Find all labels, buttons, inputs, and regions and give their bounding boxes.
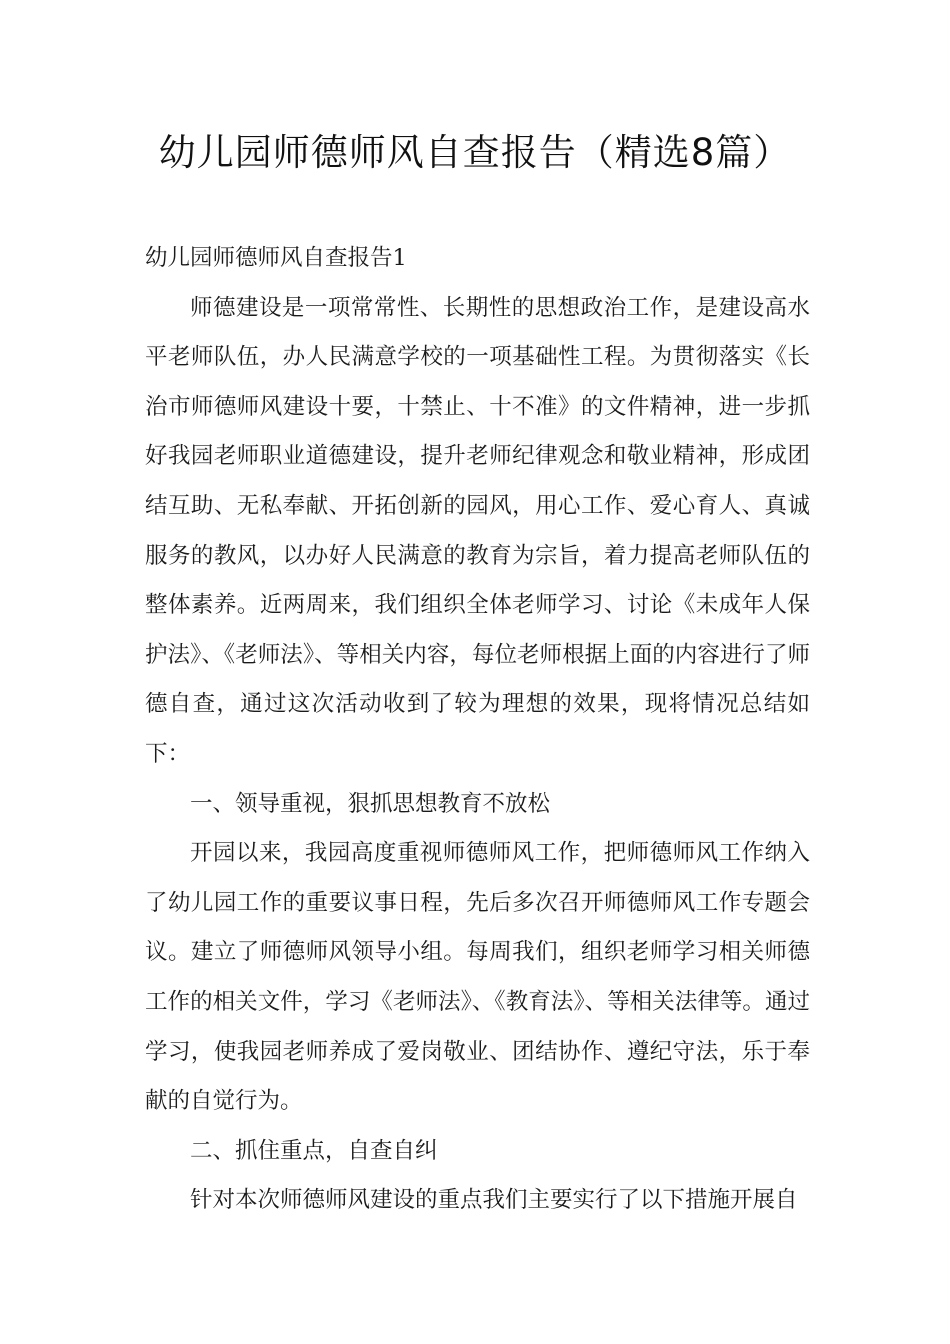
section-heading: 二、抓住重点，自查自纠 bbox=[190, 1137, 438, 1164]
document-body bbox=[145, 234, 810, 1226]
paragraph: 针对本次师德师风建设的重点我们主要实行了以下措施开展自 bbox=[190, 1187, 798, 1214]
document-title: 幼儿园师德师风自查报告（精选8篇） bbox=[158, 131, 792, 174]
section-title: 幼儿园师德师风自查报告1 bbox=[145, 245, 407, 271]
paragraph: 开园以来，我园高度重视师德师风工作，把师德师风工作纳入了幼儿园工作的重要议事日程，先后多次召开师德师风工作专题会议。建立了师德师风领导小组。每周我们，组织老师学习相关师德工作的相关文件，学习《老师法》、《教育法》、等相关法律等。通过学习，使我园老师养成了爱岗敬业、团结协作、遵纪守法，乐于奉献的自觉行为。 bbox=[145, 840, 810, 1115]
section-heading: 一、领导重视，狠抓思想教育不放松 bbox=[190, 790, 551, 817]
paragraph: 师德建设是一项常常性、长期性的思想政治工作，是建设高水平老师队伍，办人民满意学校的一项基础性工程。为贯彻落实《长治市师德师风建设十要，十禁止、十不准》的文件精神，进一步抓好我园老师职业道德建设，提升老师纪律观念和敬业精神，形成团结互助、无私奉献、开拓创新的园风，用心工作、爱心育人、真诚服务的教风，以办好人民满意的教育为宗旨，着力提高老师队伍的整体素养。近两周来，我们组织全体老师学习、讨论《未成年人保护法》、《老师法》、等相关内容，每位老师根据上面的内容进行了师德自查，通过这次活动收到了较为理想的效果，现将情况总结如下： bbox=[145, 294, 810, 767]
